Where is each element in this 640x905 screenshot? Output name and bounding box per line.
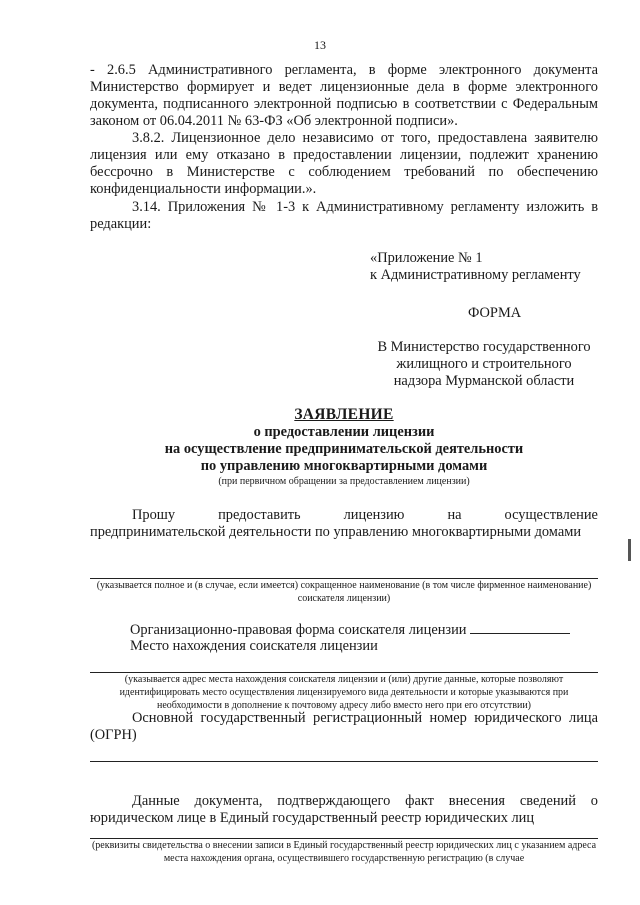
- page-number: 13: [314, 38, 326, 52]
- addressee-block: [366, 339, 602, 390]
- request-word: предоставить: [218, 507, 301, 523]
- location-hint: (указывается адрес места нахождения соискателя лицензии и (или) другие данные, которые позволяют идентифицировать место осуществления лицензируемого вида деятельности и которые указываются при необходимости в дополнение к почтовому адресу либо вместо него при его отсутствии): [119, 674, 569, 711]
- legal-form-row: [130, 621, 570, 639]
- addressee-line-3: надзора Мурманской области: [393, 373, 575, 389]
- request-word: осуществление: [504, 507, 598, 523]
- appendix-reference: [370, 250, 610, 284]
- form-label: ФОРМА: [468, 305, 522, 321]
- title-note: (при первичном обращении за предоставлением лицензии): [218, 476, 470, 487]
- paragraph-3-14: 3.14. Приложения № 1-3 к Административному регламенту изложить в редакции:: [90, 199, 598, 232]
- title-line-1: о предоставлении лицензии: [253, 424, 435, 440]
- request-word: на: [447, 507, 462, 523]
- name-hint: (указывается полное и (в случае, если имеется) сокращенное наименование (в том числе фирменное наименование) соискателя лицензии): [96, 580, 592, 604]
- request-rest: предпринимательской деятельности по управлению многоквартирными домами: [90, 524, 582, 540]
- legal-form-label: Организационно-правовая форма соискателя лицензии: [130, 622, 467, 638]
- title-line-3: по управлению многоквартирными домами: [200, 458, 488, 474]
- title-line-2: на осуществление предпринимательской деятельности: [164, 441, 524, 457]
- request-first-line: [90, 507, 598, 524]
- egrul-hint: (реквизиты свидетельства о внесении записи в Единый государственный реестр юридических лиц с указанием адреса места нахождения органа, осуществившего государственную регистрацию (в случае: [91, 840, 597, 864]
- ogrn-fill-line[interactable]: [90, 761, 598, 762]
- request-paragraph: [90, 507, 598, 541]
- addressee-line-2: жилищного и строительного: [396, 356, 572, 372]
- application-title: ЗАЯВЛЕНИЕ: [294, 406, 394, 423]
- scan-margin-mark: [628, 539, 631, 561]
- appendix-line-1: «Приложение № 1: [370, 250, 483, 266]
- application-title-block: [90, 406, 598, 488]
- egrul-label: Данные документа, подтверждающего факт внесения сведений о юридическом лице в Единый государственный реестр юридических лиц: [90, 793, 598, 826]
- paragraph-3-8-2: 3.8.2. Лицензионное дело независимо от того, предоставлена заявителю лицензия или ему отказано в предоставлении лицензии, подлежит хранению бессрочно в Министерстве с соблюдением требований по обеспечению конфиденциальности информации.».: [90, 130, 598, 197]
- request-word: Прошу: [132, 507, 176, 523]
- addressee-line-1: В Министерство государственного: [377, 339, 591, 355]
- appendix-line-2: к Административному регламенту: [370, 267, 581, 283]
- legal-form-blank[interactable]: [470, 621, 570, 634]
- location-label: Место нахождения соискателя лицензии: [130, 638, 378, 654]
- paragraph-2-6-5: - 2.6.5 Административного регламента, в форме электронного документа Министерство формирует и ведет лицензионные дела в форме электронного документа, подписанного электронной подписью в соответствии с Федеральным законом от 06.04.2011 № 63-ФЗ «Об электронной подписи».: [90, 62, 598, 129]
- ogrn-label: Основной государственный регистрационный номер юридического лица (ОГРН): [90, 710, 598, 743]
- request-word: лицензию: [343, 507, 405, 523]
